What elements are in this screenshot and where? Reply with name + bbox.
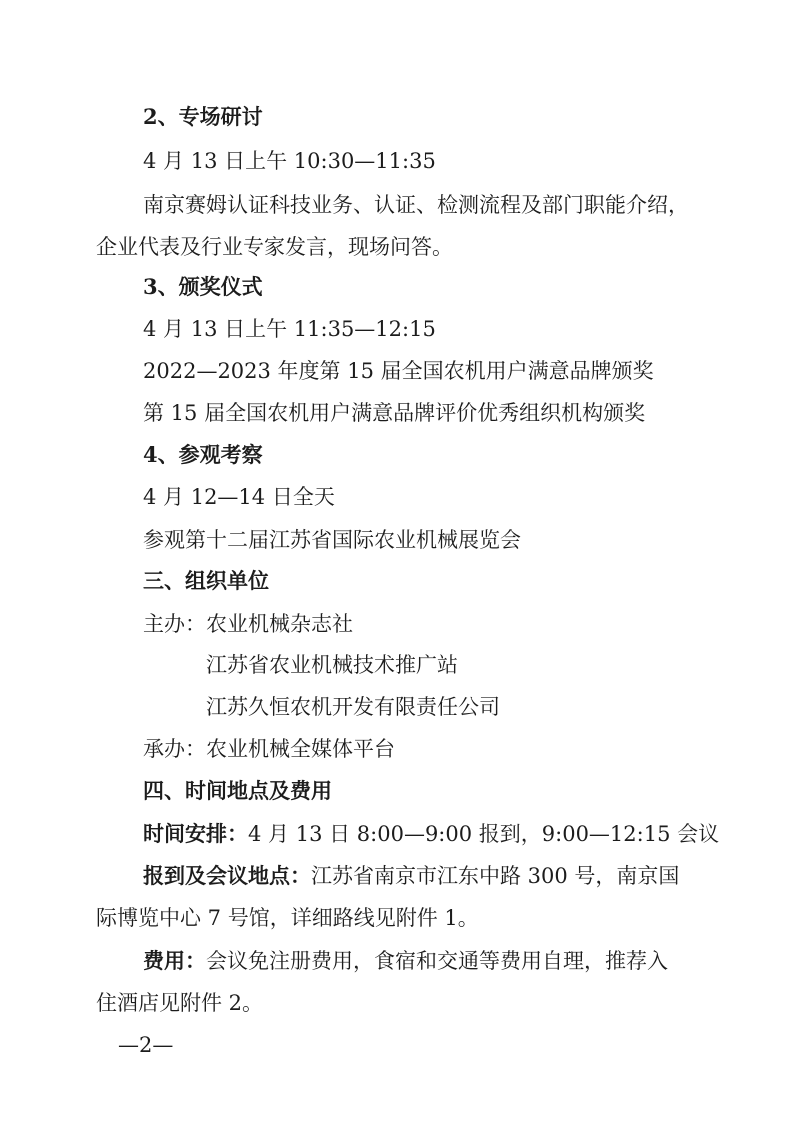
host-row-1 [143, 609, 353, 639]
section-3-award-1: 2022—2023 年度第 15 届全国农机用户满意品牌颁奖 [143, 359, 654, 383]
venue-label: 报到及会议地点： [143, 863, 311, 888]
host-2: 江苏省农业机械技术推广站 [206, 653, 458, 677]
schedule-value: 4 月 13 日 8:00—9:00 报到，9:00—12:15 会议 [248, 822, 720, 846]
fee-value-line1: 会议免注册费用，食宿和交通等费用自理，推荐入 [206, 949, 668, 973]
section-2-time: 4 月 13 日上午 10:30—11:35 [143, 149, 436, 173]
host-label: 主办： [143, 612, 206, 636]
section-3-time: 4 月 13 日上午 11:35—12:15 [143, 317, 436, 341]
host-1: 农业机械杂志社 [206, 612, 353, 636]
fee-label: 费用： [143, 948, 206, 973]
venue-row [143, 861, 679, 891]
schedule-row [143, 819, 719, 849]
section-3-heading: 3、颁奖仪式 [143, 274, 263, 299]
org-heading: 三、组织单位 [143, 568, 269, 593]
schedule-label: 时间安排： [143, 821, 248, 846]
section-2-heading: 2、专场研讨 [143, 104, 263, 129]
host-3: 江苏久恒农机开发有限责任公司 [206, 695, 500, 719]
organizer-label: 承办： [143, 737, 206, 761]
organizer-row [143, 734, 395, 764]
page-number: —2— [118, 1033, 174, 1057]
section-4-desc: 参观第十二届江苏省国际农业机械展览会 [143, 528, 521, 552]
section-3-award-2: 第 15 届全国农机用户满意品牌评价优秀组织机构颁奖 [143, 401, 646, 425]
section-4-heading: 4、参观考察 [143, 442, 263, 467]
fee-row [143, 946, 668, 976]
organizer: 农业机械全媒体平台 [206, 737, 395, 761]
section-2-desc-line1: 南京赛姆认证科技业务、认证、检测流程及部门职能介绍， [143, 193, 689, 217]
section-4-time: 4 月 12—14 日全天 [143, 485, 335, 509]
venue-value-line1: 江苏省南京市江东中路 300 号，南京国 [311, 864, 680, 888]
fee-value-line2: 住酒店见附件 2。 [96, 991, 264, 1015]
section-2-desc-line2: 企业代表及行业专家发言，现场问答。 [96, 235, 453, 259]
info-heading: 四、时间地点及费用 [143, 778, 332, 803]
venue-value-line2: 际博览中心 7 号馆，详细路线见附件 1。 [96, 906, 479, 930]
